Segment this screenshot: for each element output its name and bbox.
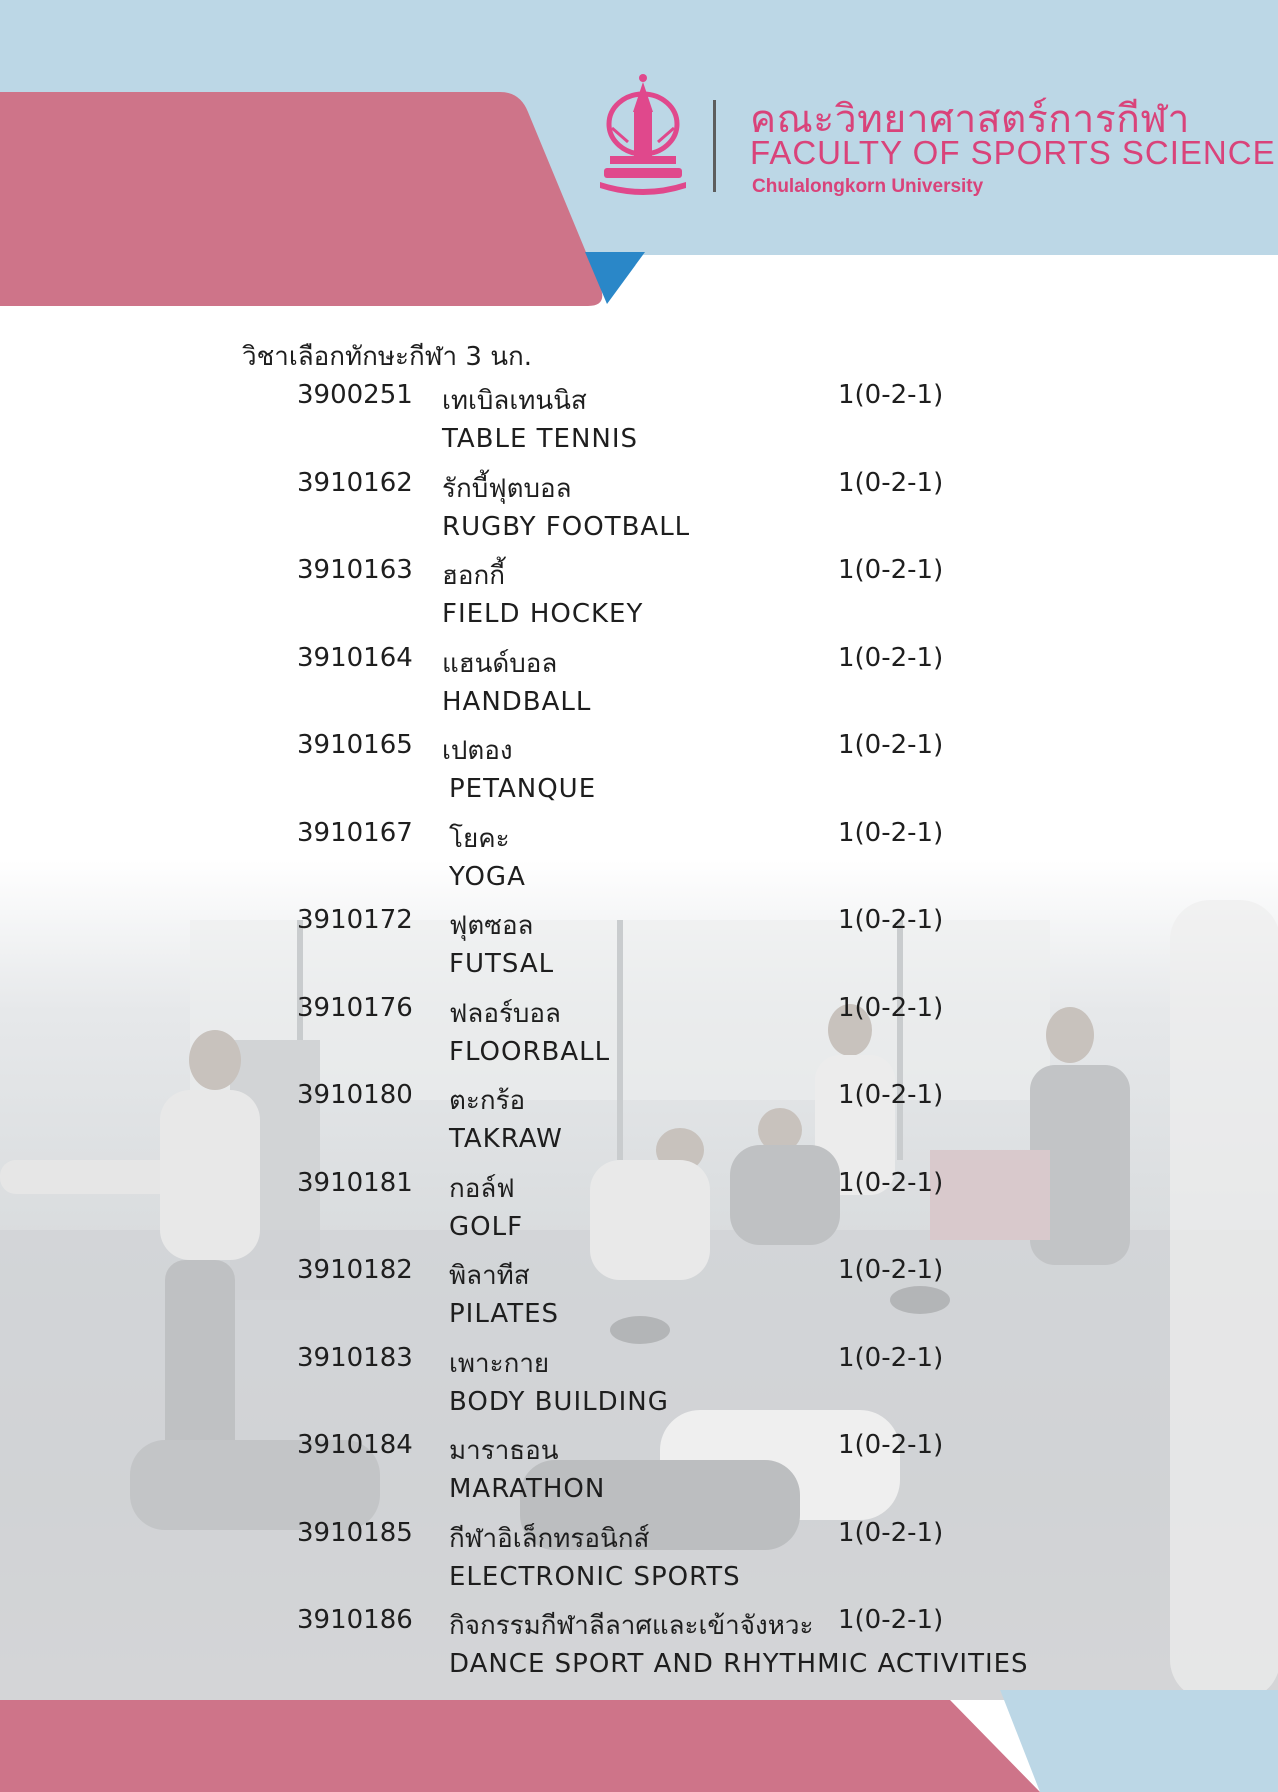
course-name-thai: ตะกร้อ	[449, 1086, 526, 1116]
course-code: 3910172	[297, 905, 413, 935]
course-item	[0, 1605, 1278, 1693]
course-code: 3910184	[297, 1430, 413, 1460]
course-code: 3910183	[297, 1342, 413, 1373]
course-credit: 1(0-2-1)	[838, 380, 944, 410]
course-name-english: PETANQUE	[449, 774, 597, 804]
course-name-english: MARATHON	[449, 1474, 606, 1504]
course-code: 3910185	[297, 1517, 413, 1548]
course-credit: 1(0-2-1)	[838, 905, 944, 935]
footer-band	[0, 1690, 1278, 1792]
course-code: 3910163	[297, 555, 413, 585]
course-code: 3910182	[297, 1255, 413, 1285]
course-name-english: YOGA	[449, 861, 526, 892]
course-code: 3910186	[297, 1605, 413, 1635]
course-name-thai: มาราธอน	[449, 1436, 559, 1466]
course-name-thai: พิลาทีส	[449, 1261, 530, 1291]
course-credit: 1(0-2-1)	[838, 555, 944, 585]
course-code: 3910167	[297, 817, 413, 848]
course-name-english: GOLF	[449, 1211, 524, 1242]
faculty-name-english: FACULTY OF SPORTS SCIENCE	[750, 134, 1276, 171]
course-name-thai: ฮอกกี้	[442, 561, 505, 591]
course-credit: 1(0-2-1)	[838, 1080, 944, 1110]
course-item	[0, 818, 1278, 906]
course-item	[0, 1168, 1278, 1256]
course-item	[0, 380, 1278, 468]
course-name-thai: รักบี้ฟุตบอล	[442, 473, 572, 504]
course-name-english: RUGBY FOOTBALL	[442, 511, 691, 542]
course-credit: 1(0-2-1)	[838, 1167, 944, 1198]
course-name-thai: ฟลอร์บอล	[449, 998, 561, 1029]
course-name-thai: เทเบิลเทนนิส	[442, 386, 587, 416]
course-code: 3910180	[297, 1080, 413, 1110]
course-code: 3910165	[297, 730, 413, 760]
course-name-thai: โยคะ	[449, 823, 510, 854]
course-name-english: BODY BUILDING	[449, 1386, 669, 1417]
course-item	[0, 1255, 1278, 1343]
course-name-english: TABLE TENNIS	[442, 424, 639, 454]
chulalongkorn-emblem-icon	[598, 72, 688, 198]
course-name-thai: กีฬาอิเล็กทรอนิกส์	[449, 1523, 650, 1554]
faculty-name-thai: คณะวิทยาศาสตร์การกีฬา	[750, 97, 1190, 142]
course-credit: 1(0-2-1)	[838, 1605, 944, 1635]
course-name-thai: ฟุตซอล	[449, 911, 534, 941]
course-name-thai: แฮนด์บอล	[442, 648, 558, 679]
course-name-english: FUTSAL	[449, 949, 555, 979]
course-credit: 1(0-2-1)	[838, 817, 944, 848]
course-name-english: FLOORBALL	[449, 1036, 611, 1067]
blue-accent-triangle-top	[585, 252, 645, 304]
course-item	[0, 1080, 1278, 1168]
course-name-thai: กอล์ฟ	[449, 1173, 515, 1204]
course-name-thai: กิจกรรมกีฬาลีลาศและเข้าจังหวะ	[449, 1611, 814, 1641]
pink-header-shape	[0, 92, 620, 306]
course-credit: 1(0-2-1)	[838, 642, 944, 673]
course-name-english: TAKRAW	[449, 1124, 563, 1154]
course-name-english: ELECTRONIC SPORTS	[449, 1561, 741, 1592]
course-name-english: FIELD HOCKEY	[442, 599, 644, 629]
course-name-thai: เปตอง	[442, 736, 513, 766]
course-name-thai: เพาะกาย	[449, 1348, 550, 1379]
course-item	[0, 468, 1278, 556]
course-code: 3900251	[297, 380, 413, 410]
course-credit: 1(0-2-1)	[838, 1342, 944, 1373]
course-credit: 1(0-2-1)	[838, 1517, 944, 1548]
logo-divider	[713, 100, 716, 192]
course-item	[0, 1518, 1278, 1606]
course-credit: 1(0-2-1)	[838, 992, 944, 1023]
university-name: Chulalongkorn University	[752, 176, 984, 197]
course-item	[0, 1343, 1278, 1431]
course-credit: 1(0-2-1)	[838, 1255, 944, 1285]
course-item	[0, 555, 1278, 643]
course-name-english: DANCE SPORT AND RHYTHMIC ACTIVITIES	[449, 1649, 1029, 1679]
course-code: 3910162	[297, 467, 413, 498]
course-credit: 1(0-2-1)	[838, 730, 944, 760]
course-item	[0, 730, 1278, 818]
course-code: 3910176	[297, 992, 413, 1023]
course-list	[0, 380, 1278, 1693]
course-item	[0, 1430, 1278, 1518]
course-item	[0, 905, 1278, 993]
course-item	[0, 643, 1278, 731]
course-name-english: HANDBALL	[442, 686, 592, 717]
course-item	[0, 993, 1278, 1081]
course-name-english: PILATES	[449, 1299, 560, 1329]
course-credit: 1(0-2-1)	[838, 1430, 944, 1460]
section-heading: วิชาเลือกทักษะกีฬา 3 นก.	[242, 342, 532, 372]
course-code: 3910181	[297, 1167, 413, 1198]
course-code: 3910164	[297, 642, 413, 673]
course-credit: 1(0-2-1)	[838, 467, 944, 498]
